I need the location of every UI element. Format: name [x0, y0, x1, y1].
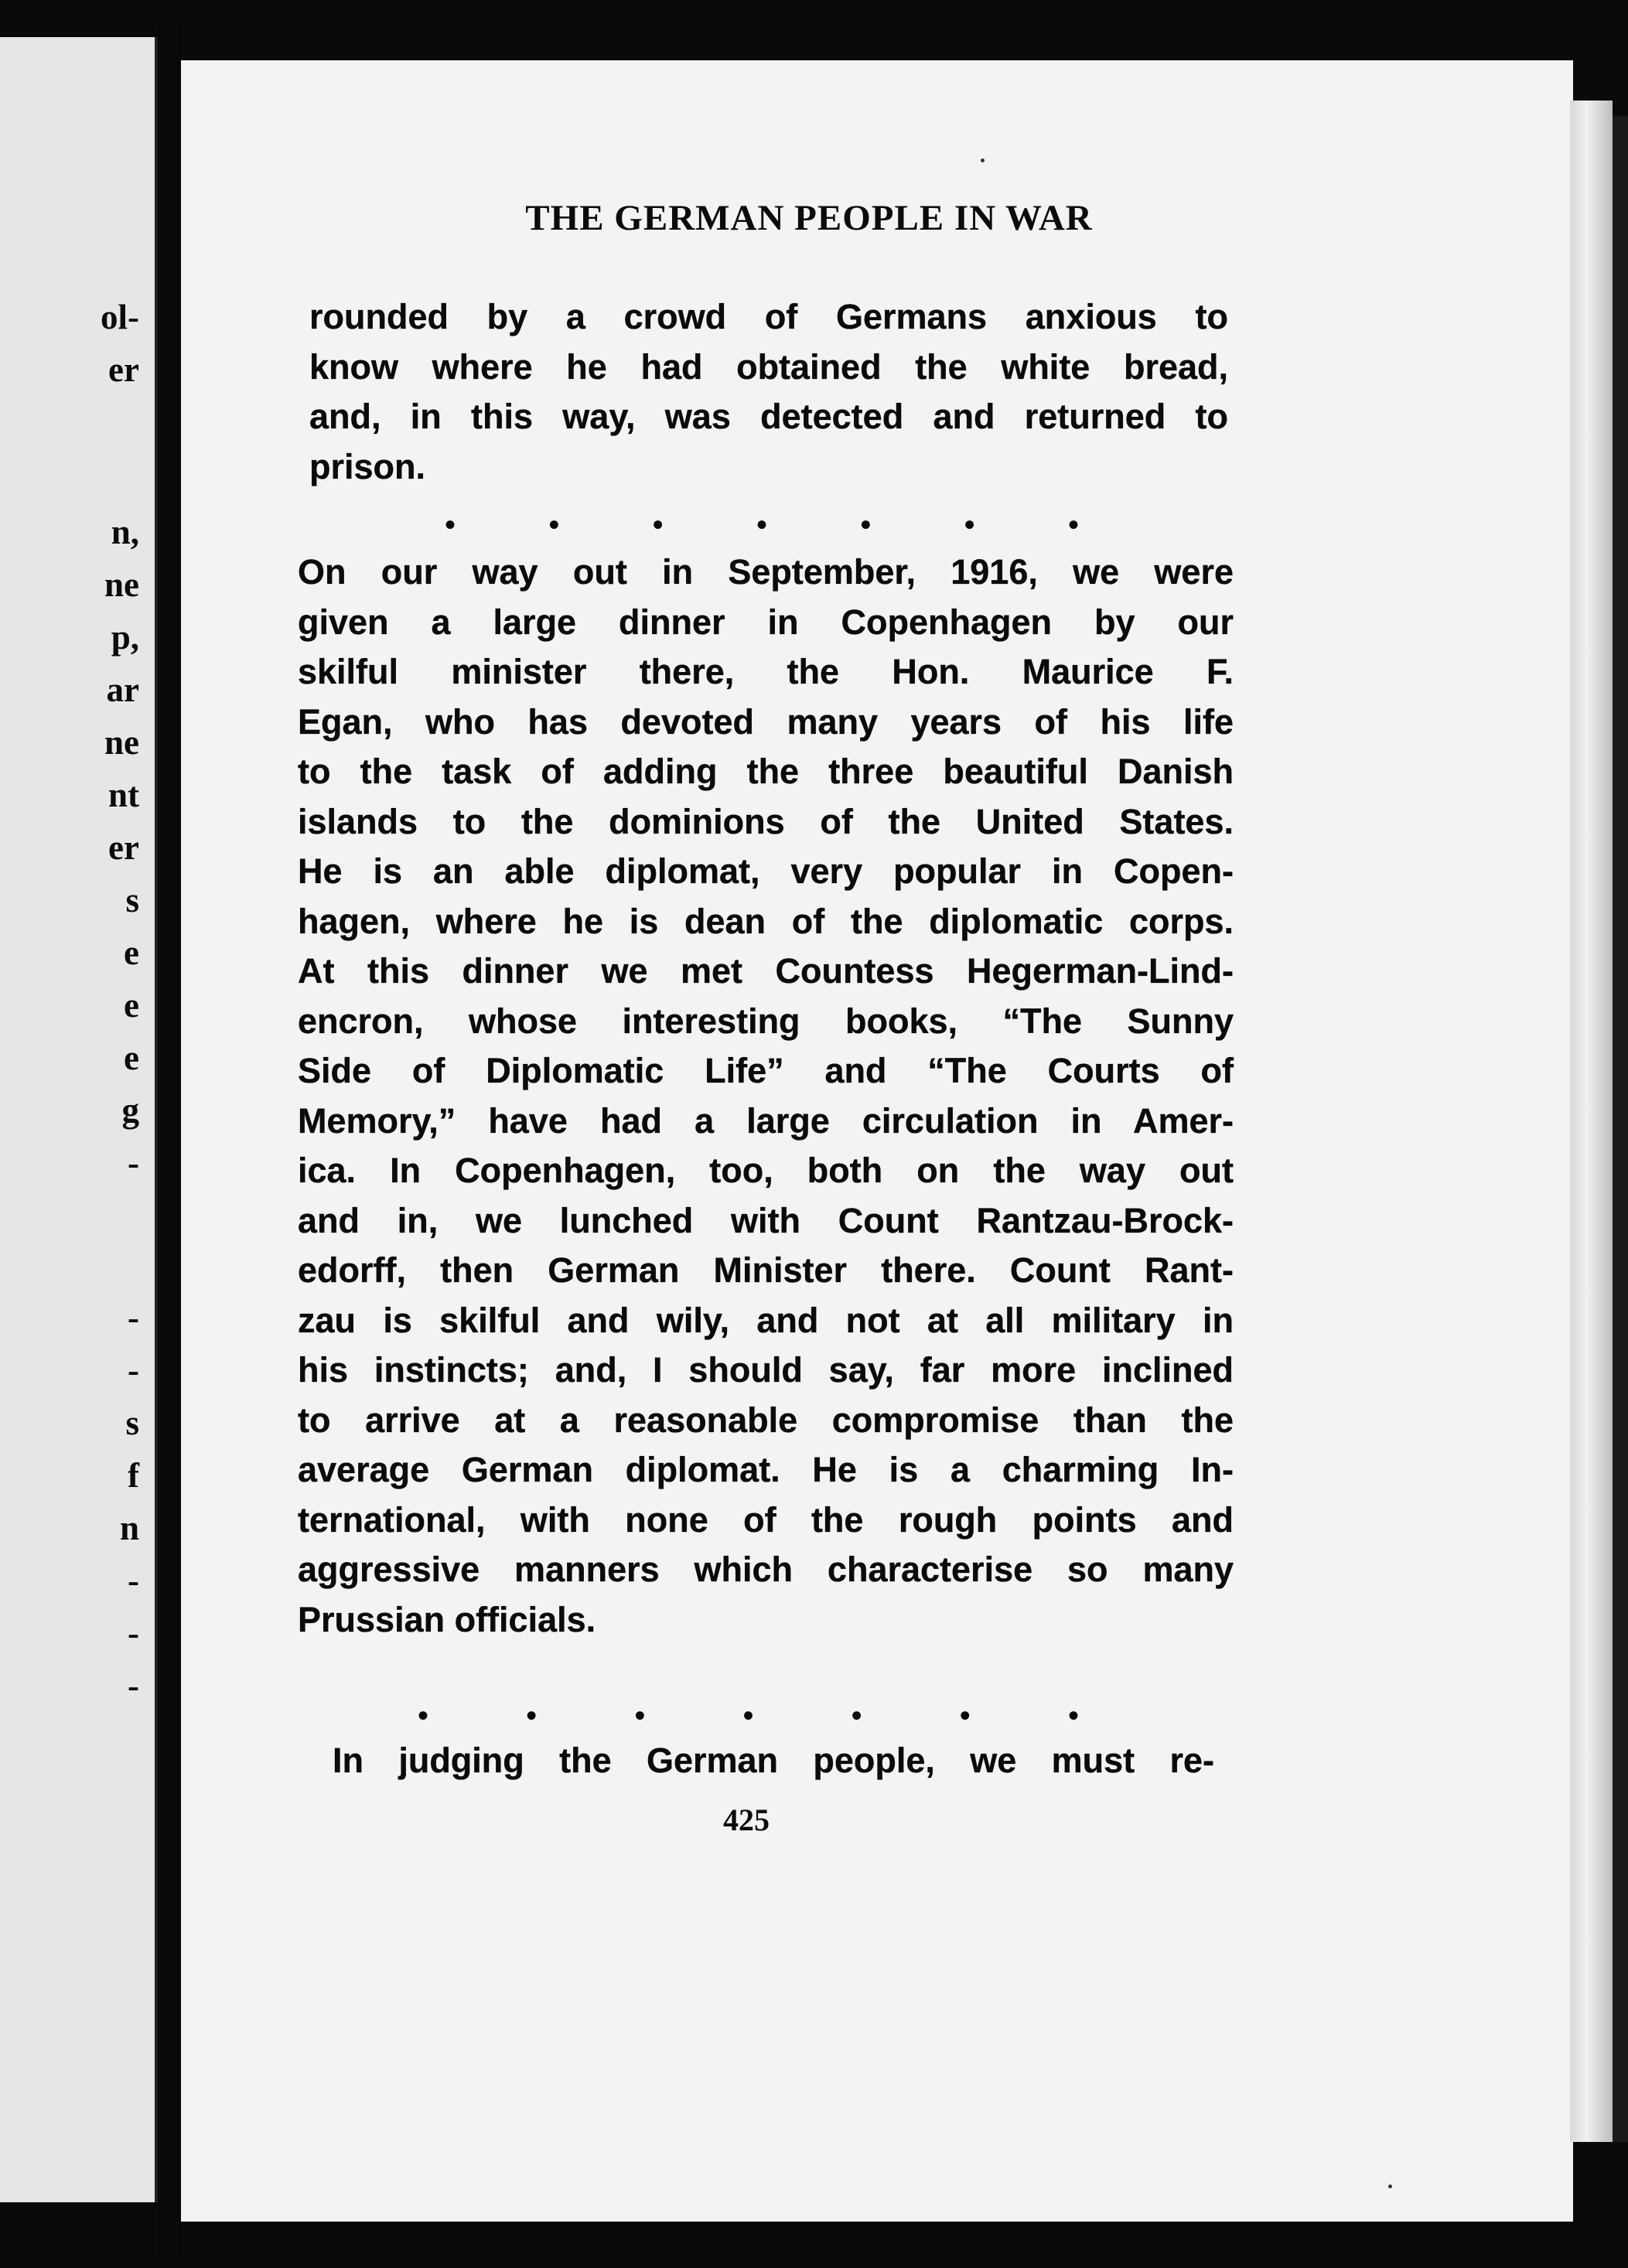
- text-line: ternational, with none of the rough points and: [298, 1499, 1234, 1540]
- section-break-ornament: • • • • • • •: [445, 507, 1079, 542]
- text-line: given a large dinner in Copenhagen by our: [298, 602, 1234, 642]
- text-line: islands to the dominions of the United States.: [298, 801, 1234, 841]
- left-page-fragment: n: [119, 1509, 139, 1547]
- left-page-fragment: n,: [111, 513, 139, 551]
- text-line: edorff, then German Minister there. Count Rant-: [298, 1250, 1234, 1290]
- paragraph-2: [298, 547, 1234, 1645]
- text-line: zau is skilful and wily, and not at all military in: [298, 1300, 1234, 1340]
- text-line: his instincts; and, I should say, far more inclined: [298, 1350, 1234, 1390]
- left-page-fragment: nt: [108, 776, 139, 814]
- paragraph-1: [309, 292, 1228, 492]
- page-edge-shadow: [1613, 116, 1628, 2142]
- left-page-fragment: -: [128, 1298, 139, 1337]
- left-page-fragment: ol-: [101, 298, 139, 336]
- left-page-fragment: ar: [106, 670, 139, 709]
- text-line: Prussian officials.: [298, 1599, 596, 1639]
- text-line: Side of Diplomatic Life” and “The Courts of: [298, 1051, 1234, 1090]
- text-line: hagen, where he is dean of the diplomatic corps.: [298, 901, 1234, 941]
- left-page-fragment: g: [121, 1091, 139, 1130]
- left-page-fragment: ne: [104, 565, 139, 604]
- text-line: to the task of adding the three beautiful Danish: [298, 752, 1234, 791]
- text-line: aggressive manners which characterise so many: [298, 1550, 1234, 1589]
- page-edge: [1570, 101, 1613, 2142]
- left-page-fragment: -: [128, 1144, 139, 1182]
- book-gutter: [158, 23, 181, 2258]
- text-line: to arrive at a reasonable compromise than the: [298, 1400, 1234, 1440]
- text-line: On our way out in September, 1916, we were: [298, 552, 1234, 592]
- left-page-fragment: -: [128, 1561, 139, 1600]
- left-page-fragment: -: [128, 1666, 139, 1705]
- left-page-fragment: er: [108, 350, 139, 389]
- text-line: Egan, who has devoted many years of his life: [298, 701, 1234, 742]
- left-page-fragment: -: [128, 1351, 139, 1390]
- text-line: He is an able diplomat, very popular in Copen-: [298, 851, 1234, 891]
- paper-speck: [981, 159, 985, 162]
- left-page-fragment: -: [128, 1614, 139, 1652]
- left-page-fragment: f: [128, 1456, 139, 1495]
- left-facing-page: [0, 37, 158, 2202]
- left-page-fragment: s: [125, 881, 139, 919]
- left-page-fragment: p,: [111, 618, 139, 657]
- paper-speck: [1388, 2184, 1392, 2188]
- text-line: prison.: [309, 446, 426, 486]
- text-line: In judging the German people, we must re-: [333, 1741, 1214, 1780]
- text-line: ica. In Copenhagen, too, both on the way out: [298, 1151, 1234, 1190]
- running-head: THE GERMAN PEOPLE IN WAR: [525, 198, 1093, 238]
- section-break-ornament: • • • • • • •: [418, 1698, 1079, 1733]
- text-line: Memory,” have had a large circulation in Amer-: [298, 1100, 1234, 1141]
- text-line: average German diplomat. He is a charming In-: [298, 1450, 1234, 1489]
- text-line: encron, whose interesting books, “The Sunny: [298, 1001, 1234, 1041]
- text-line: rounded by a crowd of Germans anxious to: [309, 297, 1228, 336]
- left-page-fragment: ne: [104, 723, 139, 762]
- left-page-fragment: e: [124, 933, 139, 972]
- text-line: At this dinner we met Countess Hegerman-Lind-: [298, 951, 1234, 991]
- left-page-fragment: e: [124, 1039, 139, 1077]
- text-line: know where he had obtained the white bread,: [309, 346, 1228, 387]
- paragraph-3: [333, 1736, 1214, 1786]
- text-line: and, in this way, was detected and returned to: [309, 397, 1228, 436]
- left-page-fragment: e: [124, 986, 139, 1025]
- left-page-fragment: er: [108, 828, 139, 867]
- text-line: and in, we lunched with Count Rantzau-Brock-: [298, 1200, 1234, 1240]
- text-line: skilful minister there, the Hon. Maurice F.: [298, 652, 1234, 691]
- page-number: 425: [723, 1802, 770, 1837]
- left-page-fragment: s: [125, 1403, 139, 1442]
